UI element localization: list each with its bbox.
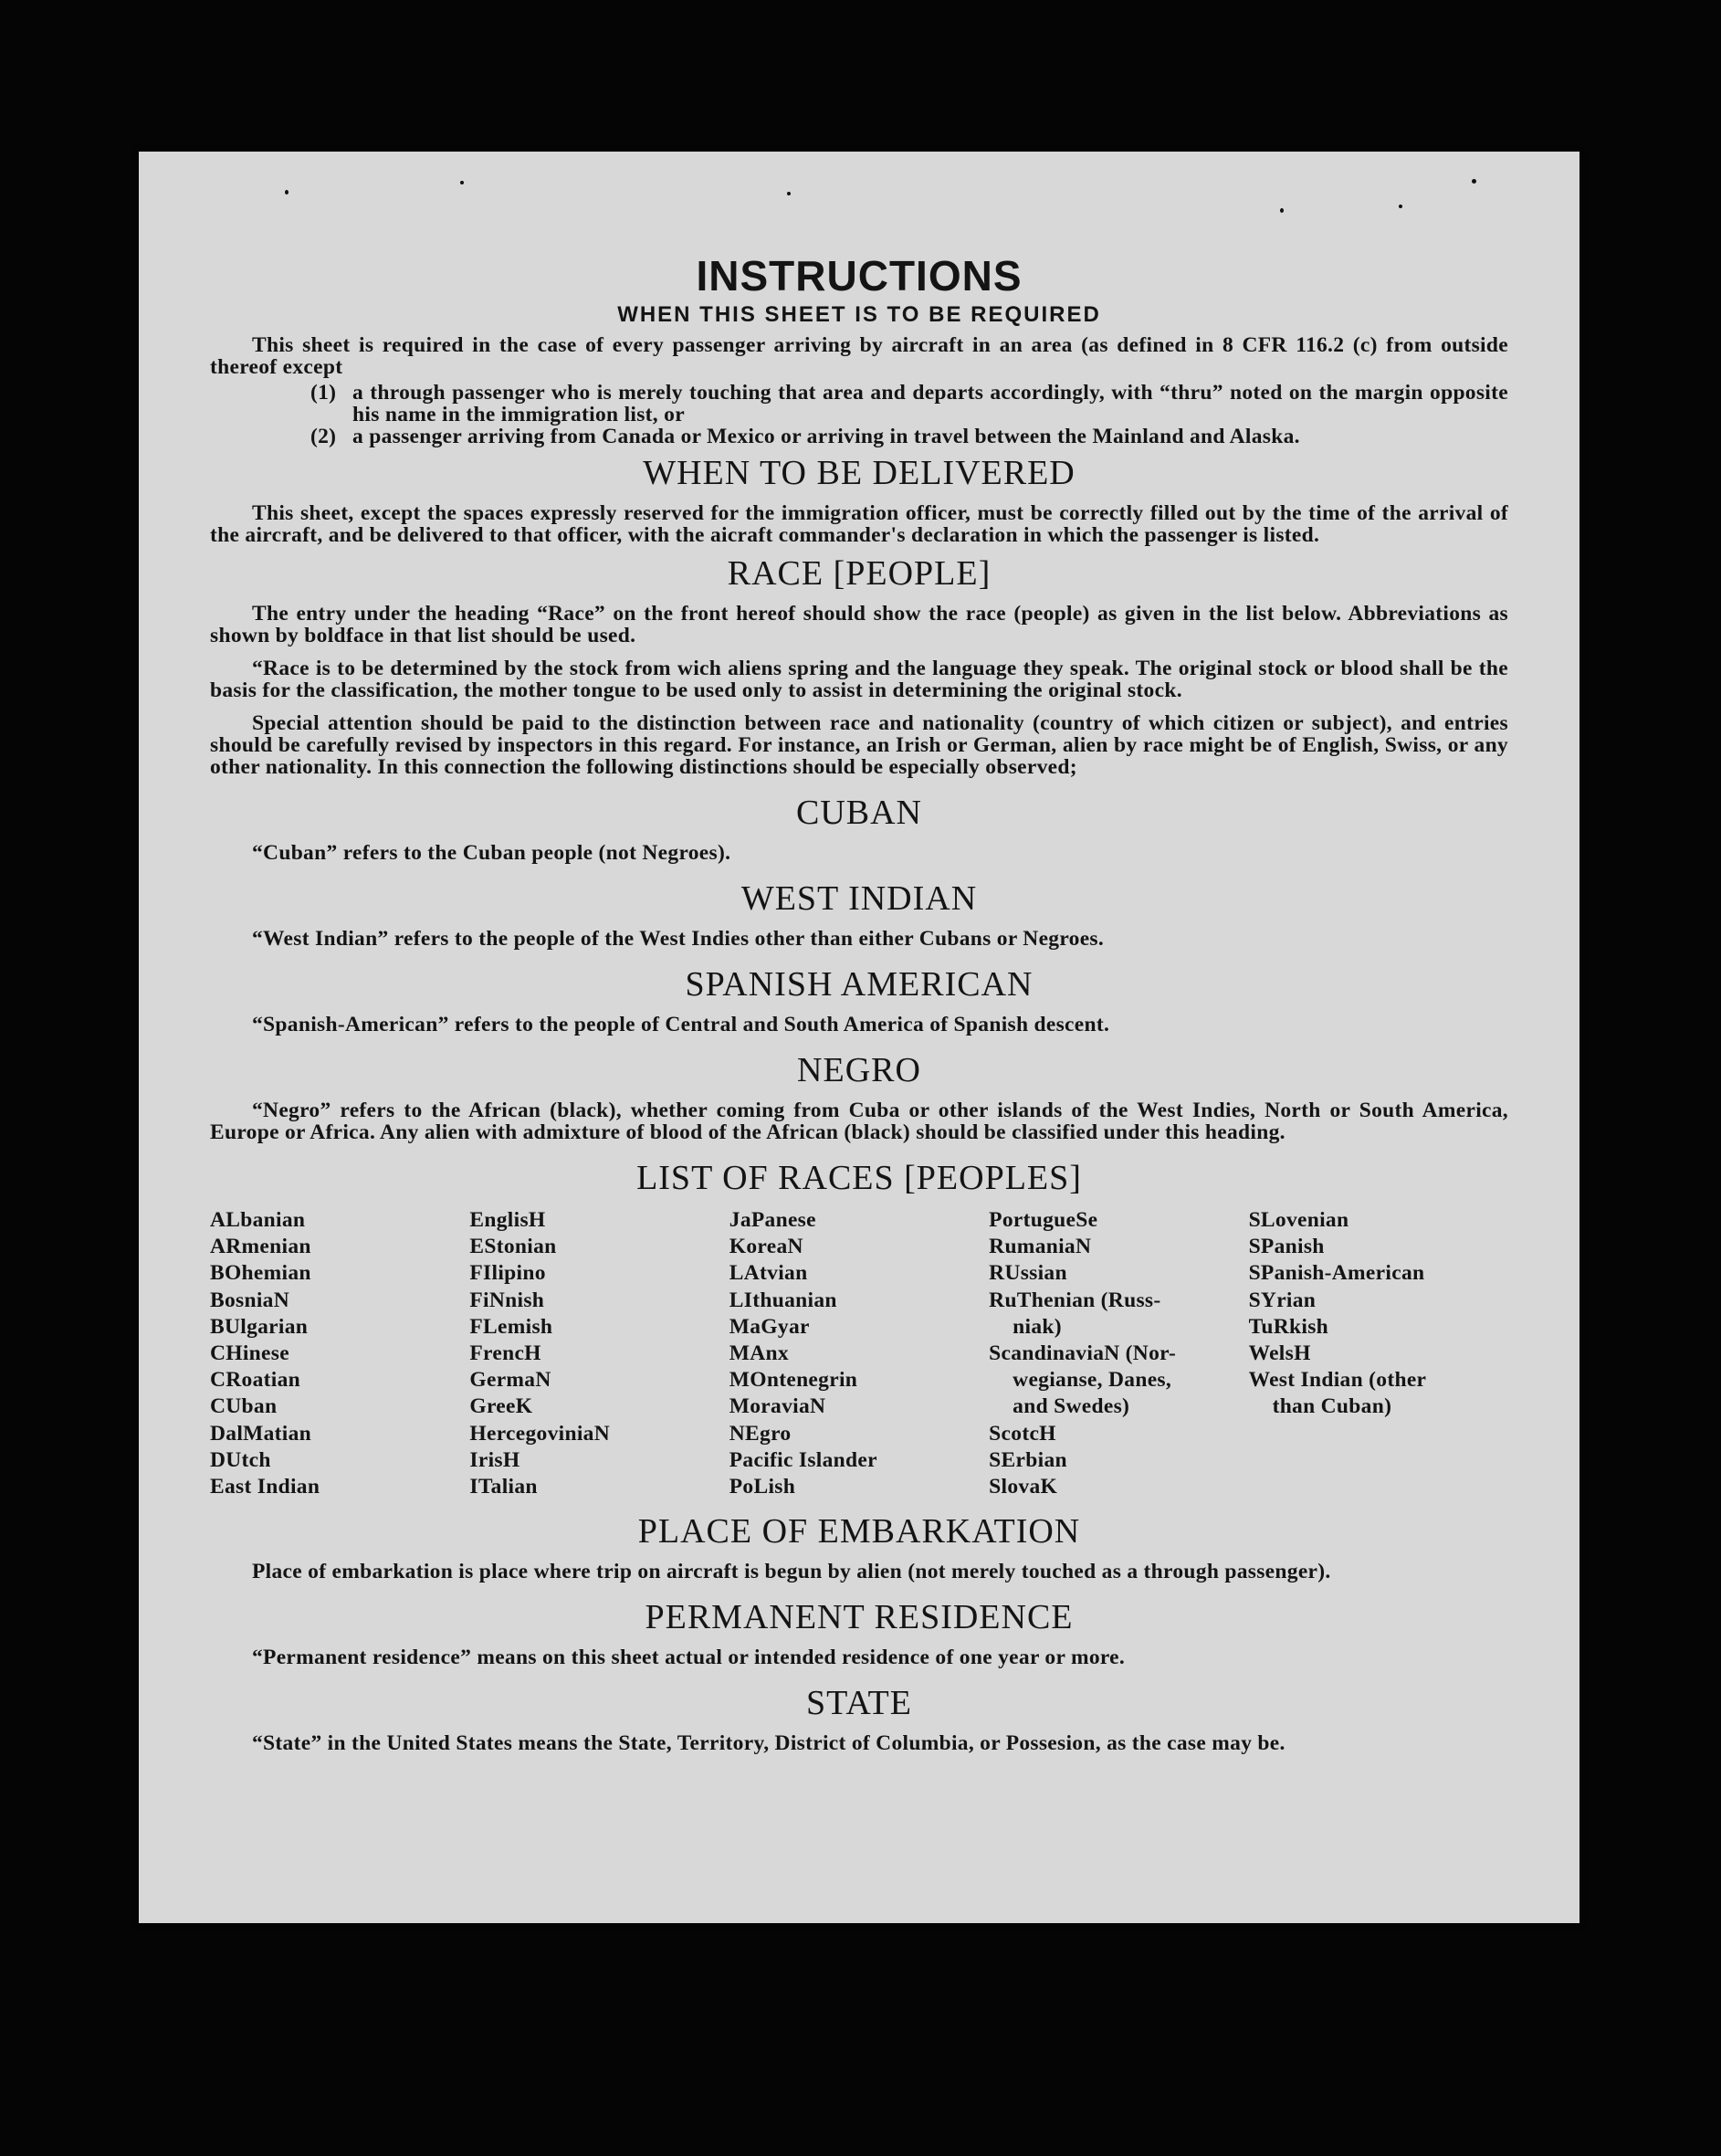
ink-speck [1280, 208, 1284, 213]
race-entry: ScandinaviaN (Nor- [989, 1341, 1177, 1366]
races-list [210, 1207, 1508, 1500]
ink-speck [787, 192, 791, 195]
race-entry: MaGyar [729, 1314, 810, 1339]
race-entry: BosniaN [210, 1288, 289, 1312]
ink-speck [1472, 179, 1476, 184]
section-heading-cuban: CUBAN [795, 794, 923, 832]
race-entry: GreeK [469, 1394, 533, 1419]
race-entry: EStonian [469, 1235, 557, 1259]
ink-speck [460, 181, 464, 184]
race-entry: West Indian (other [1248, 1368, 1427, 1393]
races-column [989, 1207, 1248, 1500]
race-entry: ARmenian [210, 1235, 311, 1259]
race-paragraph-3: Special attention should be paid to the distinction between race and nationality (country of which citizen or subject), and entries should be carefully revised by inspectors in this regard. For instance, an Irish or German, alien by race might be of English, Swiss, or any other nationality. In this connection the following distinctions should be especially observed; [210, 711, 1508, 779]
race-entry: DalMatian [210, 1421, 312, 1446]
race-entry: SYrian [1248, 1288, 1317, 1312]
instruction-sheet [139, 152, 1579, 1923]
page-title: INSTRUCTIONS [696, 252, 1023, 300]
section-heading-delivered: WHEN TO BE DELIVERED [643, 454, 1076, 492]
section-heading-west-indian: WEST INDIAN [740, 879, 978, 918]
race-entry: ScotcH [989, 1421, 1056, 1446]
race-entry: FiNnish [469, 1288, 545, 1312]
races-column [210, 1207, 469, 1500]
ink-speck [1399, 205, 1402, 208]
race-entry: SLovenian [1248, 1208, 1349, 1232]
race-entry: SErbian [989, 1447, 1067, 1472]
race-entry: LAtvian [729, 1261, 808, 1286]
race-entry: East Indian [210, 1475, 320, 1499]
race-entry: HercegoviniaN [469, 1421, 610, 1446]
exception-number: (2) [310, 425, 337, 448]
residence-paragraph: “Permanent residence” means on this sheet actual or intended residence of one year or more. [252, 1646, 1126, 1670]
race-entry: CRoatian [210, 1368, 301, 1393]
races-column [729, 1207, 989, 1500]
race-entry: PortugueSe [989, 1208, 1098, 1232]
race-entry: EnglisH [469, 1208, 546, 1232]
race-entry: ITalian [469, 1475, 538, 1499]
section-heading-embarkation: PLACE OF EMBARKATION [637, 1512, 1081, 1551]
race-entry: PoLish [729, 1475, 796, 1499]
race-entry: wegianse, Danes, [1013, 1368, 1172, 1393]
race-entry: FrencH [469, 1341, 541, 1366]
race-entry: JaPanese [729, 1208, 816, 1232]
race-entry: niak) [1013, 1314, 1062, 1339]
exception-item [310, 426, 1508, 447]
race-entry: SlovaK [989, 1475, 1058, 1499]
races-column [1249, 1207, 1508, 1500]
race-entry: RUssian [989, 1261, 1067, 1286]
exception-number: (1) [310, 381, 337, 405]
race-entry: SPanish-American [1248, 1261, 1425, 1286]
race-entry: KoreaN [729, 1235, 803, 1259]
negro-paragraph: “Negro” refers to the African (black), whether coming from Cuba or other islands of the West Indies, North or South America, Europe or Africa. Any alien with admixture of blood of the African (black) should be classified under this heading. [210, 1099, 1508, 1144]
race-paragraph-2: “Race is to be determined by the stock from wich aliens spring and the language they speak. The original stock or blood shall be the basis for the classification, the mother tongue to be used only to assist in determining the original stock. [210, 657, 1508, 702]
exception-text: a through passenger who is merely touching that area and departs accordingly, with “thru” noted on the margin opposite his name in the immigration list, or [352, 381, 1508, 426]
spanish-american-paragraph: “Spanish-American” refers to the people of Central and South America of Spanish descent. [252, 1013, 1110, 1036]
race-entry: ALbanian [210, 1208, 306, 1232]
section-heading-negro: NEGRO [797, 1051, 921, 1089]
race-entry: LIthuanian [729, 1288, 837, 1312]
race-entry: MOntenegrin [729, 1368, 858, 1393]
section-heading-list-of-races: LIST OF RACES [PEOPLES] [636, 1159, 1082, 1197]
race-entry: RumaniaN [989, 1235, 1092, 1259]
race-entry: RuThenian (Russ- [989, 1288, 1161, 1312]
race-entry: MoraviaN [729, 1394, 826, 1419]
race-entry: DUtch [210, 1447, 271, 1472]
sheet-content [210, 252, 1508, 1769]
section-heading-state: STATE [806, 1684, 912, 1723]
race-entry: NEgro [729, 1421, 792, 1446]
race-entry: IrisH [469, 1447, 520, 1472]
race-entry: CUban [210, 1394, 278, 1419]
state-paragraph: “State” in the United States means the State, Territory, District of Columbia, or Possesion, as the case may be. [252, 1731, 1286, 1756]
race-entry: than Cuban) [1272, 1394, 1392, 1419]
race-entry: WelsH [1248, 1341, 1311, 1366]
exception-item [310, 382, 1508, 426]
race-entry: Pacific Islander [729, 1447, 877, 1472]
race-entry: MAnx [729, 1341, 789, 1366]
race-entry: CHinese [210, 1341, 289, 1366]
ink-speck [285, 190, 289, 195]
exception-text: a passenger arriving from Canada or Mexico or arriving in travel between the Mainland and Alaska. [352, 425, 1300, 448]
race-entry: BUlgarian [210, 1314, 309, 1339]
west-indian-paragraph: “West Indian” refers to the people of the West Indies other than either Cubans or Negroes. [252, 927, 1105, 951]
race-entry: GermaN [469, 1368, 551, 1393]
page-subtitle: WHEN THIS SHEET IS TO BE REQUIRED [617, 302, 1101, 327]
race-entry: FLemish [469, 1314, 553, 1339]
cuban-paragraph: “Cuban” refers to the Cuban people (not Negroes). [252, 841, 731, 865]
intro-paragraph: This sheet is required in the case of every passenger arriving by aircraft in an area (as defined in 8 CFR 116.2 (c) from outside thereof except [210, 333, 1508, 379]
race-entry: BOhemian [210, 1261, 311, 1286]
section-heading-spanish-american: SPANISH AMERICAN [685, 965, 1034, 1004]
race-entry: and Swedes) [1013, 1394, 1130, 1419]
delivered-paragraph: This sheet, except the spaces expressly reserved for the immigration officer, must be correctly filled out by the time of the arrival of the aircraft, and be delivered to that officer, with the aicraft commander's declaration in which the passenger is listed. [210, 501, 1508, 547]
race-entry: SPanish [1248, 1235, 1325, 1259]
race-entry: TuRkish [1248, 1314, 1329, 1339]
race-entry: FIlipino [469, 1261, 546, 1286]
race-paragraph-1: The entry under the heading “Race” on the front hereof should show the race (people) as given in the list below. Abbreviations as shown by boldface in that list should be used. [210, 602, 1508, 647]
section-heading-race: RACE [PEOPLE] [727, 554, 992, 593]
races-column [469, 1207, 729, 1500]
embarkation-paragraph: Place of embarkation is place where trip on aircraft is begun by alien (not merely touched as a through passenger). [252, 1560, 1331, 1584]
section-heading-residence: PERMANENT RESIDENCE [645, 1598, 1074, 1637]
